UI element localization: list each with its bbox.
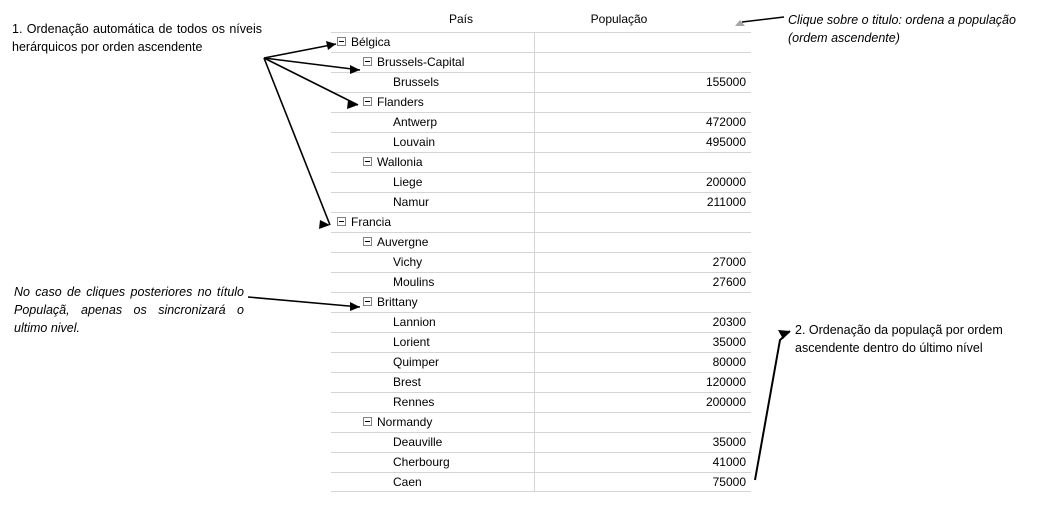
table-row[interactable]: [331, 472, 751, 492]
table-row[interactable]: [331, 232, 751, 252]
table-body: [331, 32, 751, 492]
column-divider: [534, 213, 535, 232]
column-divider: [534, 453, 535, 472]
row-population-value: 20300: [712, 315, 746, 329]
row-label: Moulins: [393, 275, 435, 289]
row-label: Brussels: [393, 75, 440, 89]
annotation-subsequent-clicks: No caso de cliques posteriores no título Populaçã, apenas os sincronizará o ultimo nivel.: [14, 285, 244, 336]
table-row[interactable]: [331, 252, 751, 272]
column-divider: [534, 473, 535, 491]
row-label: Louvain: [393, 135, 436, 149]
collapse-expander-icon[interactable]: [363, 417, 372, 426]
table-row[interactable]: [331, 352, 751, 372]
row-population-value: 211000: [706, 195, 746, 209]
column-divider: [534, 293, 535, 312]
table-row[interactable]: [331, 52, 751, 72]
row-label: Namur: [393, 195, 430, 209]
row-label: Caen: [393, 475, 422, 489]
table-row[interactable]: [331, 132, 751, 152]
row-population-value: 27000: [712, 255, 746, 269]
column-divider: [534, 173, 535, 192]
table-row[interactable]: [331, 172, 751, 192]
annotation-hierarchy-sort: 1. Ordenação automática de todos os níveis herárquicos por orden ascendente: [12, 22, 262, 55]
collapse-expander-icon[interactable]: [363, 97, 372, 106]
row-population-value: 75000: [712, 475, 746, 489]
row-population-value: 200000: [705, 175, 746, 189]
table-row[interactable]: [331, 152, 751, 172]
collapse-expander-icon[interactable]: [363, 57, 372, 66]
table-row[interactable]: [331, 312, 751, 332]
collapse-expander-icon[interactable]: [363, 297, 372, 306]
table-row[interactable]: [331, 112, 751, 132]
column-divider: [534, 333, 535, 352]
table-row[interactable]: [331, 452, 751, 472]
collapse-expander-icon[interactable]: [363, 237, 372, 246]
row-label: Quimper: [393, 355, 440, 369]
row-label: Vichy: [393, 255, 423, 269]
row-label: Normandy: [377, 415, 433, 429]
row-population-value: 41000: [712, 455, 746, 469]
row-population-value: 35000: [712, 435, 746, 449]
table-row[interactable]: [331, 412, 751, 432]
table-row[interactable]: [331, 72, 751, 92]
row-label: Lannion: [393, 315, 436, 329]
column-divider: [534, 193, 535, 212]
table-row[interactable]: [331, 92, 751, 112]
row-population-value: 200000: [705, 395, 746, 409]
row-label: Francia: [351, 215, 392, 229]
row-population-value: 155000: [705, 75, 746, 89]
table-row[interactable]: [331, 432, 751, 452]
row-label: Rennes: [393, 395, 435, 409]
table-row[interactable]: [331, 332, 751, 352]
table-row[interactable]: [331, 372, 751, 392]
table-row[interactable]: [331, 192, 751, 212]
column-divider: [534, 233, 535, 252]
collapse-expander-icon[interactable]: [337, 37, 346, 46]
column-divider: [534, 353, 535, 372]
table-row[interactable]: [331, 272, 751, 292]
row-label: Brest: [393, 375, 422, 389]
row-label: Deauville: [393, 435, 443, 449]
column-divider: [534, 373, 535, 392]
column-header-population[interactable]: População: [590, 12, 648, 26]
row-label: Liege: [393, 175, 423, 189]
row-label: Cherbourg: [393, 455, 450, 469]
column-divider: [534, 153, 535, 172]
column-divider: [534, 73, 535, 92]
row-label: Flanders: [377, 95, 424, 109]
sort-ascending-arrow-icon[interactable]: [735, 20, 745, 26]
collapse-expander-icon[interactable]: [363, 157, 372, 166]
collapse-expander-icon[interactable]: [337, 217, 346, 226]
row-population-value: 495000: [705, 135, 746, 149]
column-divider: [534, 113, 535, 132]
row-label: Brittany: [377, 295, 418, 309]
column-divider: [534, 93, 535, 112]
table-row[interactable]: [331, 292, 751, 312]
column-divider: [534, 253, 535, 272]
column-divider: [534, 53, 535, 72]
column-divider: [534, 413, 535, 432]
row-population-value: 472000: [705, 115, 746, 129]
row-population-value: 27600: [712, 275, 746, 289]
annotation-population-sort: 2. Ordenação da populaçã por ordem ascendente dentro do último nível: [795, 323, 1003, 356]
table-row[interactable]: [331, 32, 751, 52]
column-divider: [534, 313, 535, 332]
row-label: Bélgica: [351, 35, 391, 49]
row-label: Antwerp: [393, 115, 438, 129]
row-population-value: 120000: [705, 375, 746, 389]
column-divider: [534, 393, 535, 412]
column-divider: [534, 33, 535, 52]
row-label: Lorient: [393, 335, 430, 349]
row-label: Brussels-Capital: [377, 55, 465, 69]
column-header-country[interactable]: País: [448, 12, 473, 26]
table-row[interactable]: [331, 392, 751, 412]
table-row[interactable]: [331, 212, 751, 232]
row-population-value: 35000: [712, 335, 746, 349]
hierarchy-table: [331, 10, 751, 492]
annotation-click-title: Clique sobre o titulo: ordena a população (ordem ascendente): [788, 13, 1016, 46]
column-divider: [534, 273, 535, 292]
column-divider: [534, 433, 535, 452]
table-header-row: [331, 10, 751, 32]
row-label: Auvergne: [377, 235, 429, 249]
row-label: Wallonia: [377, 155, 423, 169]
row-population-value: 80000: [712, 355, 746, 369]
column-divider: [534, 133, 535, 152]
